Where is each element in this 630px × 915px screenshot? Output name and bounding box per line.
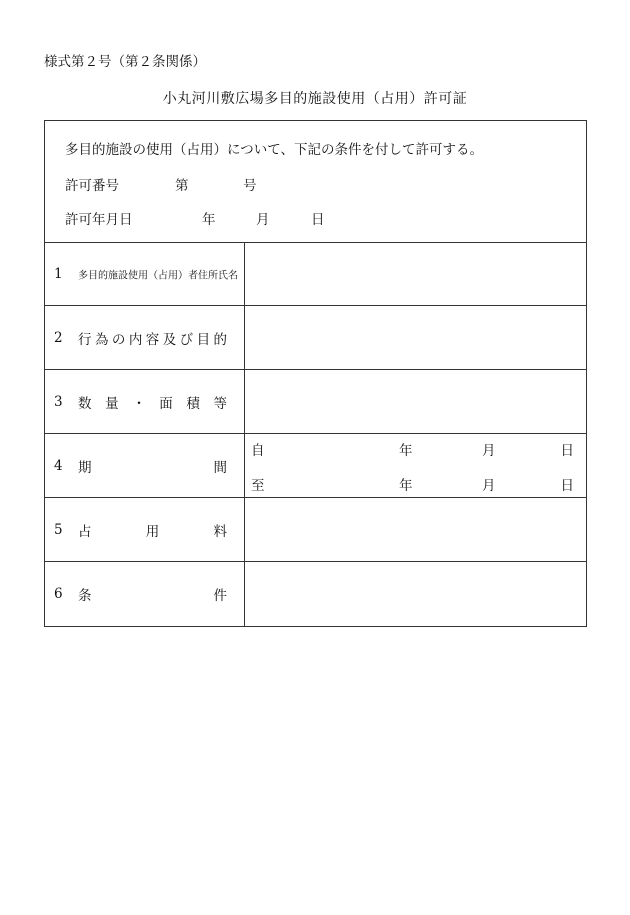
- period-from-year: 年: [399, 443, 413, 459]
- row-user-address-name: [45, 242, 586, 306]
- row-label-cell: [45, 562, 245, 626]
- row-number: 2: [54, 329, 63, 346]
- row-label: 数 量 ・ 面 積 等: [78, 395, 227, 412]
- row-number: 1: [54, 265, 63, 282]
- row-period: [45, 434, 586, 498]
- period-from-day: 日: [560, 443, 574, 459]
- quantity-area-field[interactable]: [245, 370, 586, 433]
- row-quantity-area: [45, 370, 586, 434]
- permit-header-box: [45, 121, 586, 243]
- permit-date-year: 年: [202, 212, 216, 228]
- permit-date-label: 許可年月日: [65, 212, 133, 228]
- period-to-day: 日: [560, 478, 574, 494]
- row-label: 占 用 料: [78, 523, 227, 540]
- period-field[interactable]: [245, 434, 586, 497]
- row-number: 3: [54, 393, 63, 410]
- period-from-month: 月: [482, 443, 496, 459]
- occupancy-fee-field[interactable]: [245, 498, 586, 561]
- row-label: 条 件: [78, 588, 227, 604]
- row-occupancy-fee: [45, 498, 586, 562]
- permit-date-month: 月: [256, 212, 270, 228]
- period-from-line: [251, 439, 574, 457]
- document-title: 小丸河川敷広場多目的施設使用（占用）許可証: [162, 91, 468, 107]
- period-to-month: 月: [482, 478, 496, 494]
- row-label-cell: [45, 498, 245, 561]
- user-address-name-field[interactable]: [245, 242, 586, 305]
- row-purpose: [45, 306, 586, 370]
- permit-statement: 多目的施設の使用（占用）について、下記の条件を付して許可する。: [65, 142, 483, 158]
- purpose-field[interactable]: [245, 306, 586, 369]
- row-label: 行 為 の 内 容 及 び 目 的: [78, 331, 227, 348]
- permit-number-label: 許可番号: [65, 178, 119, 194]
- conditions-field[interactable]: [245, 562, 586, 626]
- row-label-cell: [45, 306, 245, 369]
- form-number: 様式第２号（第２条関係）: [44, 54, 206, 70]
- period-to-year: 年: [399, 478, 413, 494]
- period-to-line: [251, 474, 574, 492]
- row-label: 期 間: [78, 459, 227, 476]
- row-label-cell: [45, 242, 245, 305]
- permit-date-day: 日: [311, 212, 325, 228]
- row-conditions: [45, 562, 586, 626]
- row-number: 4: [54, 457, 63, 474]
- period-from-label: 自: [251, 443, 265, 459]
- row-label-cell: [45, 370, 245, 433]
- period-to-label: 至: [251, 478, 265, 494]
- row-number: 5: [54, 521, 63, 538]
- permit-form-table: [44, 120, 587, 627]
- permit-number-dai: 第: [175, 178, 189, 194]
- row-label: 多目的施設使用（占用）者住所氏名: [78, 270, 238, 281]
- permit-number-go: 号: [243, 178, 257, 194]
- row-number: 6: [54, 586, 63, 602]
- row-label-cell: [45, 434, 245, 497]
